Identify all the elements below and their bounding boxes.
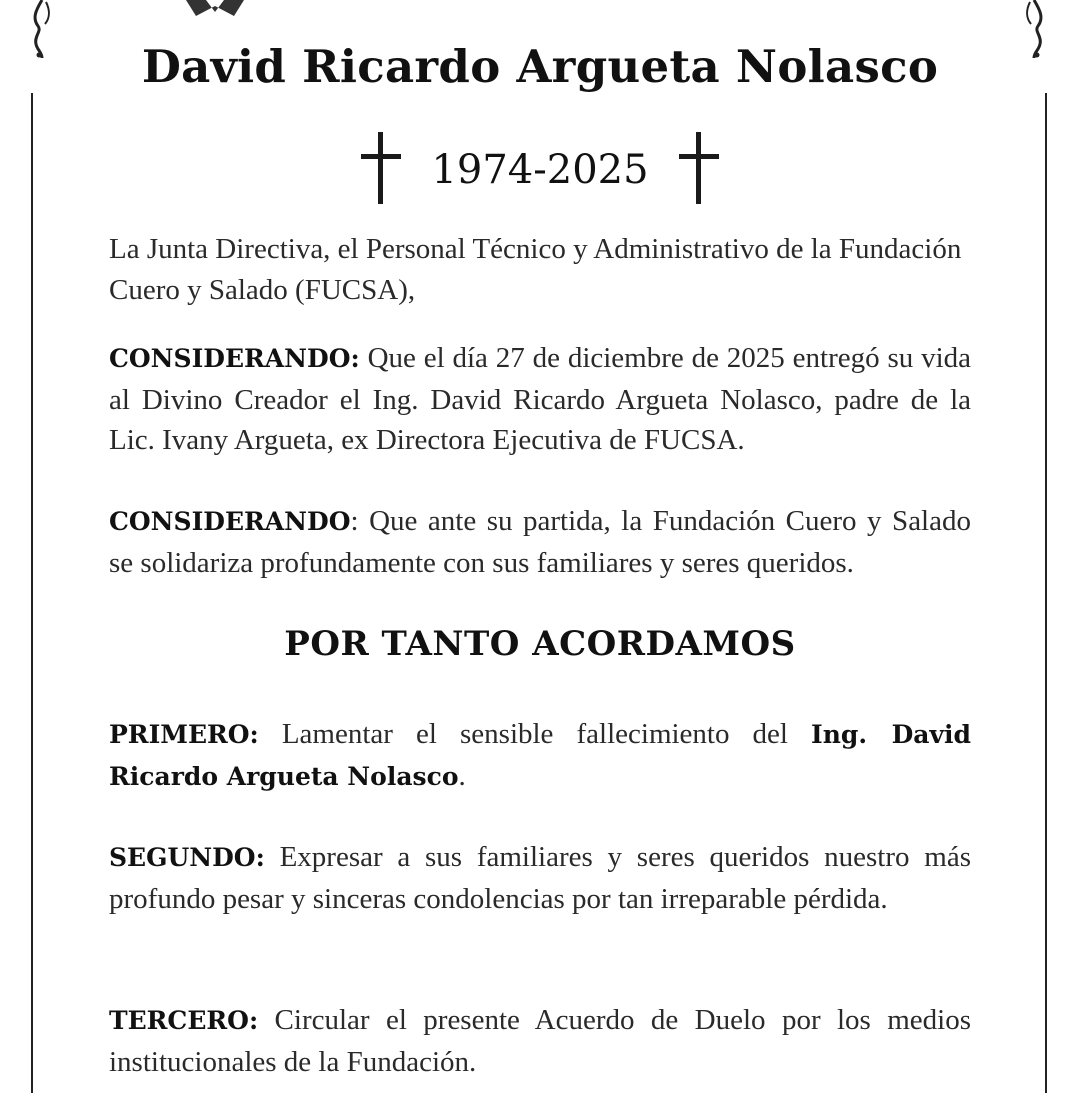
considerando-2-paragraph bbox=[109, 501, 971, 583]
considerando-2-label: CONSIDERANDO bbox=[109, 507, 351, 536]
tercero-label: TERCERO: bbox=[109, 1006, 259, 1035]
considerando-2-text: : Que ante su partida, la Fundación Cuero y Salado se solidariza profundamente con sus familiares y seres queridos. bbox=[109, 505, 971, 579]
primero-label: PRIMERO: bbox=[109, 720, 259, 749]
life-years: 1974-2025 bbox=[431, 147, 649, 193]
segundo-text: Expresar a sus familiares y seres queridos nuestro más profundo pesar y sinceras condolencias por tan irreparable pérdida. bbox=[109, 841, 971, 915]
dates-row bbox=[0, 128, 1080, 208]
intro-text: La Junta Directiva, el Personal Técnico y Administrativo de la Fundación Cuero y Salado (FUCSA), bbox=[109, 233, 962, 306]
deceased-name: David Ricardo Argueta Nolasco bbox=[141, 40, 939, 93]
latin-cross-icon bbox=[679, 132, 719, 204]
tercero-text: Circular el presente Acuerdo de Duelo por los medios institucionales de la Fundación. bbox=[109, 1004, 971, 1078]
frame-border-right bbox=[1045, 93, 1047, 1093]
frame-border-left bbox=[31, 93, 33, 1093]
considerando-1-paragraph bbox=[109, 338, 971, 461]
segundo-paragraph bbox=[109, 837, 971, 919]
segundo-label: SEGUNDO: bbox=[109, 843, 265, 872]
primero-paragraph bbox=[109, 714, 971, 797]
latin-cross-icon bbox=[361, 132, 401, 204]
considerando-1-label: CONSIDERANDO: bbox=[109, 344, 360, 373]
primero-name: Ing. David Ricardo Argueta Nolasco bbox=[109, 720, 972, 791]
tercero-paragraph bbox=[109, 1000, 971, 1082]
primero-end: . bbox=[458, 759, 466, 792]
considerando-1-text: Que el día 27 de diciembre de 2025 entregó su vida al Divino Creador el Ing. David Ricardo Argueta Nolasco, padre de la Lic. Ivany Argueta, ex Directora Ejecutiva de FUCSA. bbox=[109, 342, 971, 456]
intro-paragraph bbox=[109, 229, 971, 310]
mourning-ribbon-icon bbox=[186, 0, 244, 18]
resolution-heading: POR TANTO ACORDAMOS bbox=[284, 624, 796, 664]
primero-text: Lamentar el sensible fallecimiento del bbox=[258, 718, 812, 750]
